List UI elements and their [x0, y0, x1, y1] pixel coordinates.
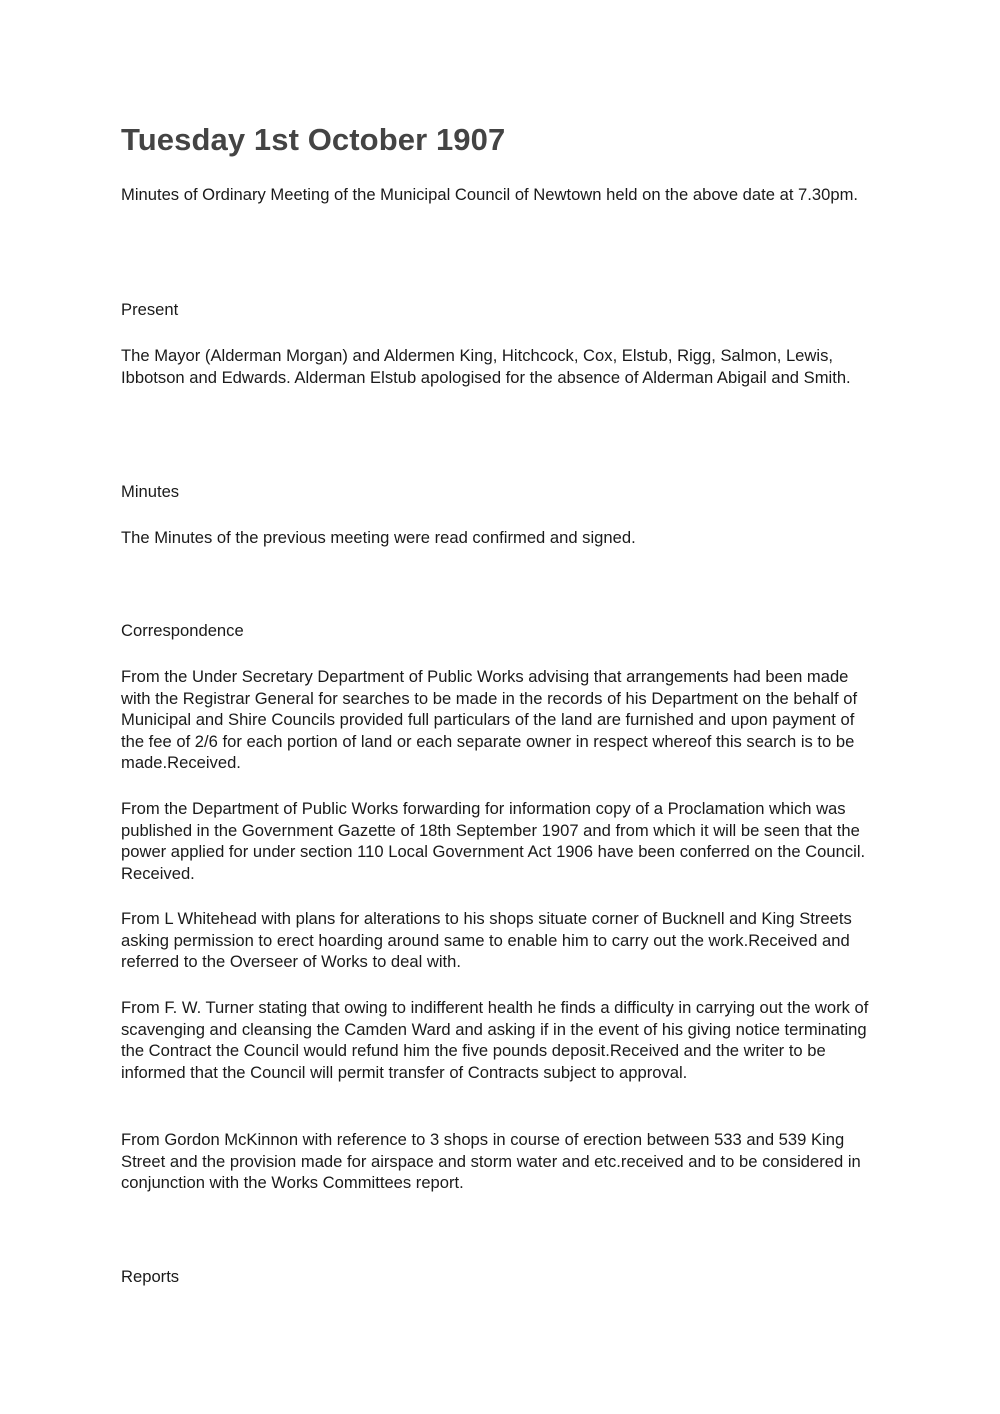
- correspondence-paragraph: From L Whitehead with plans for alterations to his shops situate corner of Bucknell and King Streets asking permission to erect hoarding around same to enable him to carry out the work.Received and referred to the Overseer of Works to deal with.: [121, 909, 852, 972]
- correspondence-paragraph: From the Under Secretary Department of Public Works advising that arrangements had been made with the Registrar General for searches to be made in the records of his Department on the behalf of Municipal and Shire Councils provided full particulars of the land are furnished and upon payment of the fee of 2/6 for each portion of land or each separate owner in respect whereof this search is to be made.Received.: [121, 667, 858, 773]
- section-heading-minutes: Minutes: [121, 482, 180, 501]
- section-heading-correspondence: Correspondence: [121, 621, 244, 640]
- minutes-paragraph: The Minutes of the previous meeting were read confirmed and signed.: [121, 528, 636, 547]
- section-heading-reports: Reports: [121, 1267, 180, 1286]
- correspondence-paragraph: From F. W. Turner stating that owing to indifferent health he finds a difficulty in carrying out the work of scavenging and cleansing the Camden Ward and asking if in the event of his giving notice terminating the Contract the Council would refund him the five pounds deposit.Received and the writer to be informed that the Council will permit transfer of Contracts subject to approval.: [121, 998, 869, 1082]
- intro-paragraph: Minutes of Ordinary Meeting of the Municipal Council of Newtown held on the above date at 7.30pm.: [121, 185, 858, 204]
- section-heading-present: Present: [121, 300, 179, 319]
- correspondence-paragraph: From the Department of Public Works forwarding for information copy of a Proclamation which was published in the Government Gazette of 18th September 1907 and from which it will be seen that the power applied for under section 110 Local Government Act 1906 have been conferred on the Council. Received.: [121, 799, 866, 883]
- correspondence-paragraph: From Gordon McKinnon with reference to 3 shops in course of erection between 533 and 539 King Street and the provision made for airspace and storm water and etc.received and to be considered in conjunction with the Works Committees report.: [121, 1130, 861, 1193]
- present-paragraph: The Mayor (Alderman Morgan) and Aldermen King, Hitchcock, Cox, Elstub, Rigg, Salmon, Lewis, Ibbotson and Edwards. Alderman Elstub apologised for the absence of Alderman Abigail and Smith.: [121, 346, 851, 387]
- page-title: Tuesday 1st October 1907: [121, 122, 506, 157]
